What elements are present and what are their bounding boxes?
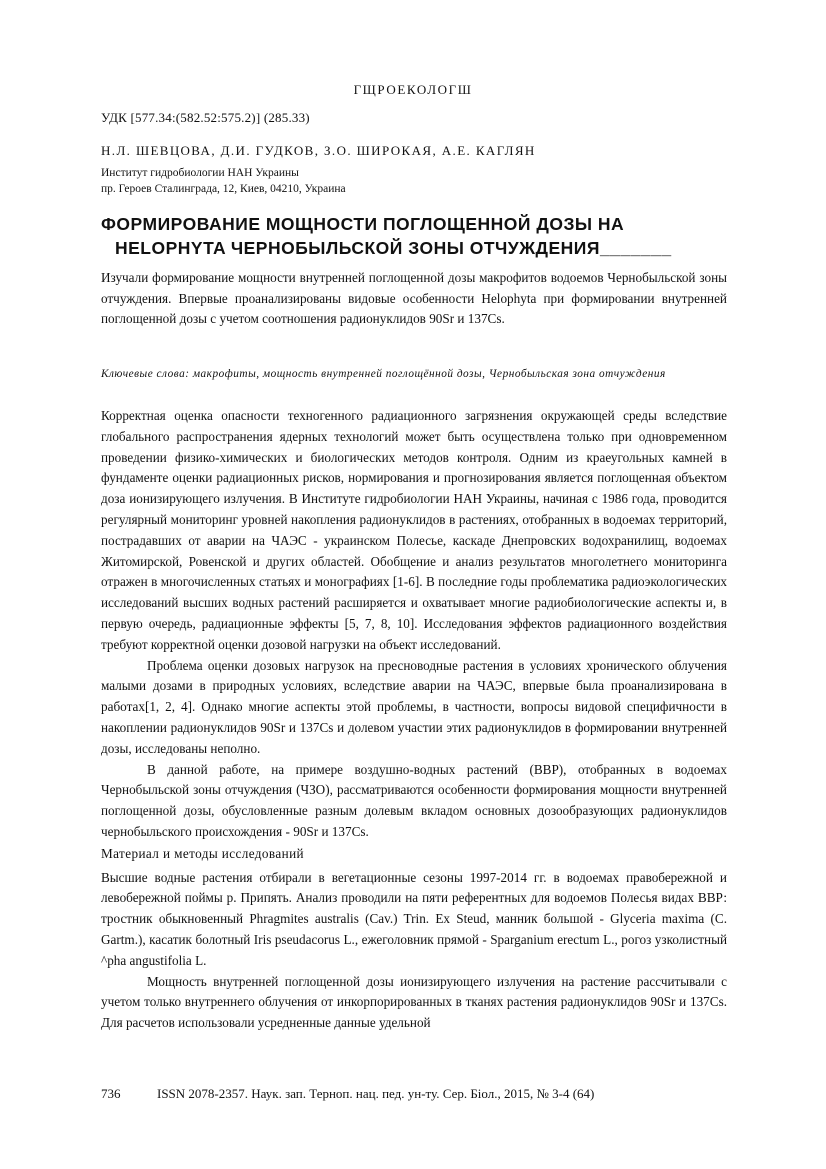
- udk-code: УДК [577.34:(582.52:575.2)] (285.33): [101, 110, 310, 125]
- abstract: Изучали формирование мощности внутренней поглощенной дозы макрофитов водоемов Чернобыльской зоны отчуждения. Впервые проанализированы видовые особенности Helophyta при формировании внутренней поглощенной дозы с учетом соотношения радионуклидов 90Sr и 137Cs.: [101, 270, 727, 326]
- title-line-2: HELOPHYTA ЧЕРНОБЫЛЬСКОЙ ЗОНЫ ОТЧУЖДЕНИЯ_______: [115, 238, 672, 258]
- title-line-1: ФОРМИРОВАНИЕ МОЩНОСТИ ПОГЛОЩЕННОЙ ДОЗЫ НА: [101, 214, 625, 234]
- paper-title: [101, 212, 741, 260]
- institution-address: пр. Героев Сталинграда, 12, Киев, 04210, Украина: [101, 183, 346, 195]
- paragraph-problem: Проблема оценки дозовых нагрузок на пресноводные растения в условиях хронического облучения малыми дозами в природных условиях, вследствие аварии на ЧАЭС, впервые была проанализирована в работах[1, 2, 4]. Однако многие аспекты этой проблемы, в частности, вопросы видовой специфичности в накоплении радионуклидов 90Sr и 137Cs и долевом участии этих радионуклидов в формировании внутренней дозы, исследованы неполно.: [101, 657, 727, 756]
- methods-subheading: Материал и методы исследований: [101, 845, 304, 861]
- authors: Н.Л. ШЕВЦОВА, Д.И. ГУДКОВ, З.О. ШИРОКАЯ, А.Е. КАГЛЯН: [101, 143, 536, 158]
- paragraph-methods: Высшие водные растения отбирали в вегетационные сезоны 1997-2014 гг. в водоемах правобережной и левобережной поймы р. Припять. Анализ проводили на пяти референтных для водоемов Полесья видах ВВР: тростник обыкновенный Phragmites australis (Cav.) Trin. Ex Steud, манник большой - Glyceria maxima (C. Gartm.), касатик болотный Iris pseudacorus L., ежеголовник прямой - Sparganium erectum L., рогоз узколистный ^pha angustifolia L.: [101, 869, 727, 968]
- keywords: Ключевые слова: макрофиты, мощность внутренней поглощённой дозы, Чернобыльская зона отчуждения: [101, 368, 666, 380]
- section-heading: ГЩРОЕКОЛОГШ: [353, 82, 473, 97]
- page-number: 736: [101, 1086, 121, 1101]
- paragraph-aim: В данной работе, на примере воздушно-водных растений (ВВР), отобранных в водоемах Чернобыльской зоны отчуждения (ЧЗО), рассматриваются особенности формирования мощности внутренней поглощенной дозы, обусловленные разным долевым вкладом основных дозообразующих радионуклидов чернобыльского происхождения - 90Sr и 137Cs.: [101, 761, 727, 839]
- paragraph-intro: Корректная оценка опасности техногенного радиационного загрязнения окружающей среды вследствие глобального распространения ядерных технологий может быть осуществлена только при одновременном проведении физико-химических и биологических методов контроля. Одним из краеугольных камней в фундаменте оценки радиационных рисков, нормирования и прогнозирования является поглощенная объектом доза ионизирующего излучения. В Институте гидробиологии НАН Украины, начиная с 1986 года, проводится регулярный мониторинг уровней накопления радионуклидов в растениях, отобранных в водоемах территорий, пострадавших от аварии на ЧАЭС - украинском Полесье, каскаде Днепровских водохранилищ, водоемах Житомирской, Ровенской и других областей. Обобщение и анализ результатов многолетнего мониторинга отражен в многочисленных статьях и монографиях [1-6]. В последние годы проблематика радиоэкологических исследований высших водных растений расширяется и охватывает многие радиобиологические аспекты и, в первую очередь, радиационные эффекты [5, 7, 8, 10]. Исследования эффектов радиационного воздействия требуют корректной оценки дозовой нагрузки на объект исследований.: [101, 408, 727, 652]
- institution-name: Институт гидробиологии НАН Украины: [101, 167, 299, 179]
- paragraph-dose-calc: Мощность внутренней поглощенной дозы ионизирующего излучения на растение рассчитывали с учетом только внутреннего облучения от инкорпорированных в тканях растения радионуклидов 90Sr и 137Cs. Для расчетов использовали усредненные данные удельной: [101, 973, 727, 1031]
- journal-citation: ISSN 2078-2357. Наук. зап. Терноп. нац. пед. ун-ту. Сер. Біол., 2015, № 3-4 (64): [157, 1086, 595, 1101]
- body-text: [101, 406, 727, 1034]
